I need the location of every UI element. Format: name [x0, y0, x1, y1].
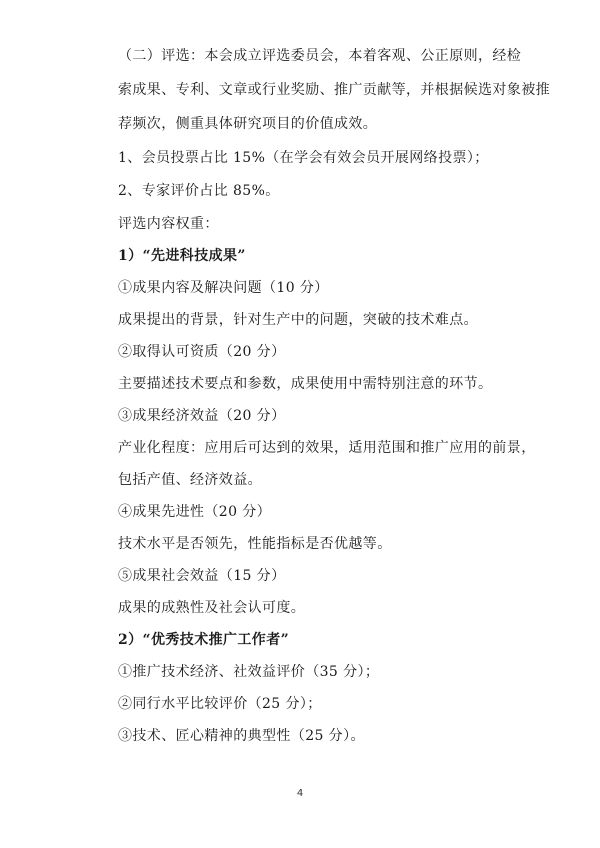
promoter-criterion-1: ①推广技术经济、社效益评价（35 分）；	[118, 664, 380, 680]
expert-review-ratio: 2、专家评价占比 85%。	[118, 183, 280, 199]
criterion-5-desc: 成果的成熟性及社会认可度。	[118, 600, 306, 616]
criterion-2-heading: ②取得认可资质（20 分）	[118, 344, 286, 360]
criterion-3-desc-line-1: 产业化程度：应用后可达到的效果，适用范围和推广应用的前景，	[118, 440, 536, 456]
criterion-3-desc-line-2: 包括产值、经济效益。	[118, 472, 262, 488]
criterion-4-desc: 技术水平是否领先，性能指标是否优越等。	[118, 536, 392, 552]
section-heading-tech-promoter: 2）“优秀技术推广工作者”	[118, 632, 290, 648]
member-vote-ratio: 1、会员投票占比 15%（在学会有效会员开展网络投票）；	[118, 150, 489, 166]
criterion-4-heading: ④成果先进性（20 分）	[118, 504, 272, 520]
promoter-criterion-3: ③技术、匠心精神的典型性（25 分）。	[118, 728, 365, 744]
paragraph-evaluation-line-3: 荐频次，侧重具体研究项目的价值成效。	[118, 116, 378, 132]
criterion-2-desc: 主要描述技术要点和参数，成果使用中需特别注意的环节。	[118, 376, 493, 392]
weights-heading: 评选内容权重：	[118, 216, 219, 232]
promoter-criterion-2: ②同行水平比较评价（25 分）；	[118, 696, 322, 712]
paragraph-evaluation-line-2: 索成果、专利、文章或行业奖励、推广贡献等，并根据候选对象被推	[118, 82, 550, 98]
paragraph-evaluation-line-1: （二）评选：本会成立评选委员会，本着客观、公正原则，经检	[118, 48, 522, 64]
section-heading-advanced-achievement: 1）“先进科技成果”	[118, 248, 246, 264]
page-number: 4	[296, 788, 304, 799]
criterion-3-heading: ③成果经济效益（20 分）	[118, 408, 286, 424]
criterion-1-heading: ①成果内容及解决问题（10 分）	[118, 280, 329, 296]
criterion-5-heading: ⑤成果社会效益（15 分）	[118, 568, 286, 584]
criterion-1-desc: 成果提出的背景，针对生产中的问题，突破的技术难点。	[118, 312, 478, 328]
